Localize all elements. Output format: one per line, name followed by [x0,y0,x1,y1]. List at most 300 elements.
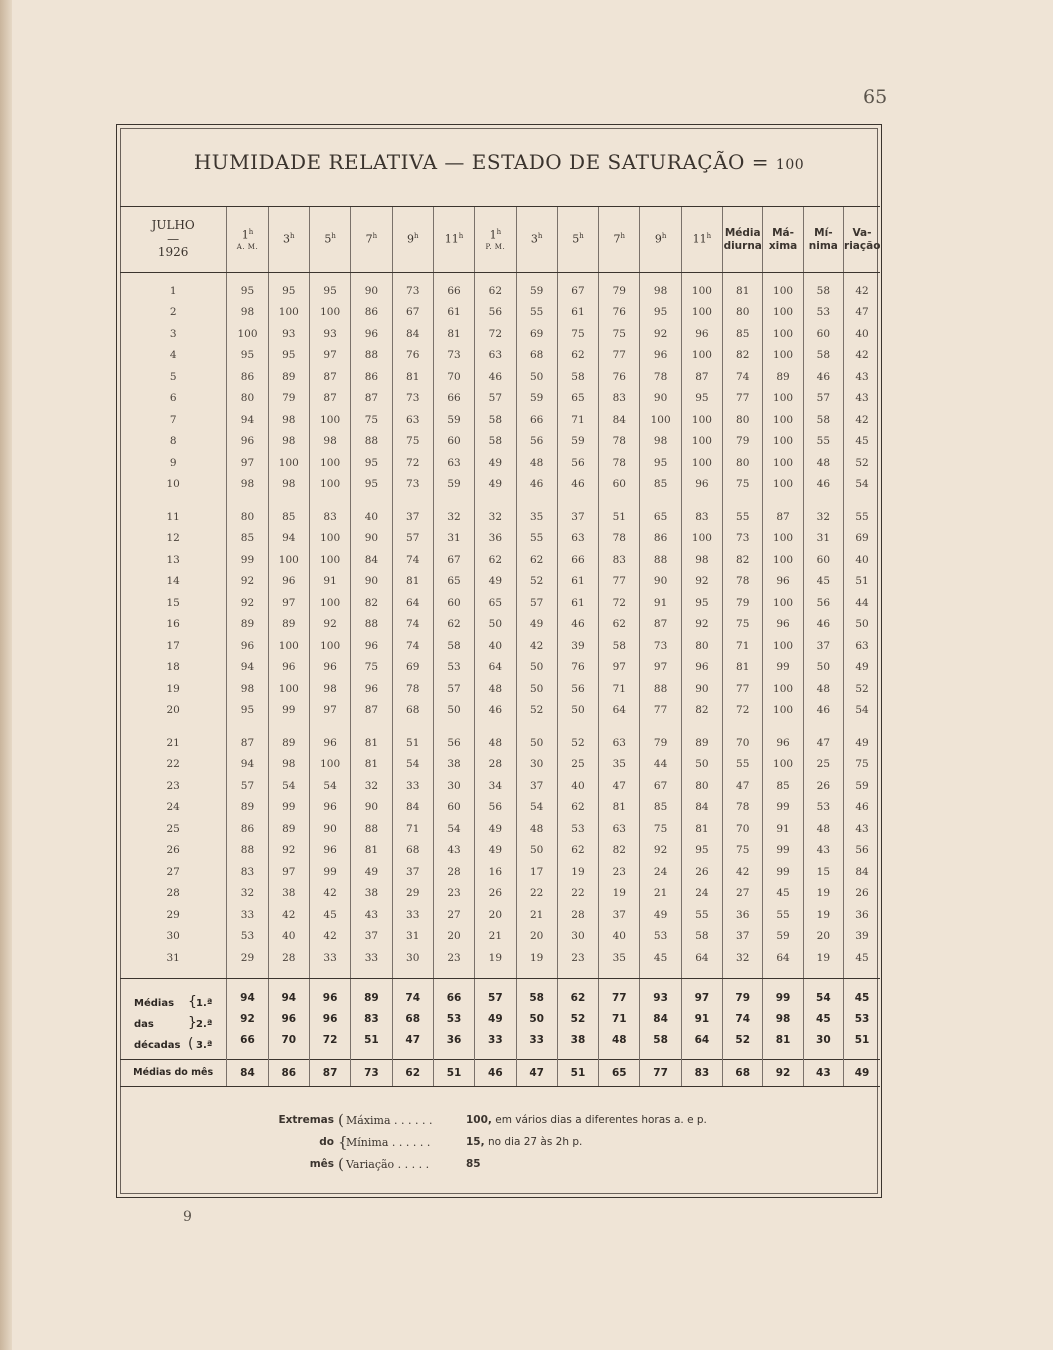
spacer-cell [640,495,681,506]
humidity-value: 32 [803,506,843,528]
spacer-cell [681,721,722,732]
humidity-value: 19 [557,861,598,883]
humidity-value: 96 [309,657,350,679]
extreme-brace: ( [338,1155,344,1173]
humidity-value: 100 [763,452,803,474]
humidity-value: 83 [309,506,350,528]
decade-mean-row [120,1030,880,1051]
humidity-value: 96 [309,840,350,862]
humidity-value: 62 [557,840,598,862]
day-number: 25 [166,822,180,835]
humidity-value: 47 [723,775,763,797]
day-row [120,409,880,431]
extreme-note: em vários dias a diferentes horas a. e p. [491,1114,707,1126]
humidity-value: 62 [557,797,598,819]
humidity-value: 99 [763,861,803,883]
extreme-brace: ( [338,1111,344,1129]
humidity-value: 30 [433,775,474,797]
humidity-value: 89 [227,797,268,819]
header-hour: 9$^h$ [392,207,433,273]
humidity-value: 65 [557,388,598,410]
humidity-value: 96 [763,571,803,593]
humidity-value: 85 [227,528,268,550]
humidity-value: 63 [599,818,640,840]
humidity-value: 100 [681,431,722,453]
humidity-value: 100 [309,528,350,550]
spacer-cell [475,1051,516,1060]
humidity-value: 19 [516,947,557,969]
humidity-value: 90 [351,528,392,550]
humidity-value: 96 [351,323,392,345]
humidity-value: 23 [599,861,640,883]
decade-mean-value: 50 [516,1009,557,1030]
humidity-value: 64 [681,947,722,969]
extreme-row [278,1111,838,1136]
humidity-value: 57 [516,592,557,614]
extreme-value-group [466,1136,582,1148]
humidity-value: 63 [557,528,598,550]
humidity-value: 19 [599,883,640,905]
day-row [120,474,880,496]
day-number: 12 [166,532,180,545]
day-number: 10 [166,478,180,491]
humidity-value: 55 [516,302,557,324]
spacer-cell [599,1051,640,1060]
humidity-value: 42 [844,345,880,367]
humidity-value: 40 [475,635,516,657]
humidity-value: 96 [227,431,268,453]
humidity-value: 77 [723,388,763,410]
spacer-cell [844,969,880,979]
spacer-cell [763,721,803,732]
humidity-value: 60 [803,323,843,345]
humidity-value: 77 [723,678,763,700]
humidity-value: 75 [844,754,880,776]
humidity-value: 46 [844,797,880,819]
humidity-value: 85 [640,474,681,496]
humidity-value: 66 [516,409,557,431]
humidity-value: 84 [392,323,433,345]
humidity-value: 54 [309,775,350,797]
humidity-value: 55 [803,431,843,453]
spacer-cell [392,978,433,988]
spacer-cell [723,273,763,281]
day-number: 14 [166,575,180,588]
humidity-value: 45 [309,904,350,926]
humidity-value: 84 [844,861,880,883]
header-row [120,207,880,273]
humidity-value: 59 [516,280,557,302]
humidity-value: 58 [803,280,843,302]
humidity-value: 32 [475,506,516,528]
humidity-value: 75 [351,657,392,679]
humidity-value: 26 [803,775,843,797]
humidity-value: 87 [763,506,803,528]
spacer-cell [681,1051,722,1060]
spacer-cell [803,721,843,732]
humidity-value: 94 [227,754,268,776]
humidity-value: 95 [681,840,722,862]
spacer-cell [309,969,350,979]
spacer-cell [351,978,392,988]
humidity-value: 46 [475,366,516,388]
humidity-value: 82 [681,700,722,722]
humidity-value: 31 [803,528,843,550]
humidity-value: 89 [681,732,722,754]
humidity-value: 49 [475,840,516,862]
spacer-cell [392,495,433,506]
day-row [120,366,880,388]
humidity-value: 95 [268,280,309,302]
month-mean-value: 43 [803,1059,843,1086]
decade-mean-value: 99 [763,988,803,1009]
humidity-value: 42 [309,883,350,905]
day-number: 2 [169,306,177,319]
humidity-value: 81 [599,797,640,819]
spacer-cell [475,721,516,732]
humidity-value: 55 [681,904,722,926]
humidity-value: 81 [351,732,392,754]
humidity-value: 69 [516,323,557,345]
humidity-value: 40 [557,775,598,797]
humidity-value: 73 [723,528,763,550]
decade-number: 2.ª [196,1019,213,1030]
month-mean-value: 92 [763,1059,803,1086]
day-number: 13 [166,553,180,566]
extreme-name: Máxima . . . . . . [346,1114,433,1127]
humidity-value: 73 [392,474,433,496]
humidity-value: 96 [268,657,309,679]
humidity-value: 53 [640,926,681,948]
humidity-value: 98 [227,302,268,324]
humidity-value: 57 [475,388,516,410]
month-mean-value: 49 [844,1059,880,1086]
humidity-value: 97 [227,452,268,474]
humidity-value: 70 [723,732,763,754]
humidity-value: 49 [516,614,557,636]
humidity-value: 96 [763,614,803,636]
decade-mean-value: 54 [803,988,843,1009]
monthly-extremes [278,1111,838,1180]
decade-mean-value: 74 [392,988,433,1009]
humidity-value: 37 [516,775,557,797]
spacer-cell [557,1051,598,1060]
decade-mean-value: 51 [351,1030,392,1051]
humidity-value: 23 [433,947,474,969]
month-mean-value: 46 [475,1059,516,1086]
humidity-value: 50 [516,732,557,754]
humidity-value: 100 [268,635,309,657]
humidity-value: 62 [475,549,516,571]
month-mean-value: 51 [557,1059,598,1086]
humidity-value: 89 [268,732,309,754]
humidity-value: 43 [433,840,474,862]
humidity-value: 100 [268,302,309,324]
day-number: 16 [166,618,180,631]
humidity-value: 22 [516,883,557,905]
spacer-cell [309,721,350,732]
day-number: 21 [166,736,180,749]
humidity-value: 91 [309,571,350,593]
humidity-value: 88 [227,840,268,862]
humidity-value: 40 [844,549,880,571]
humidity-value: 81 [351,840,392,862]
humidity-value: 100 [763,345,803,367]
spacer-cell [681,495,722,506]
humidity-value: 79 [268,388,309,410]
humidity-value: 19 [475,947,516,969]
decade-mean-value: 52 [557,1009,598,1030]
extreme-brace: { [338,1133,348,1151]
humidity-value: 85 [763,775,803,797]
humidity-value: 33 [227,904,268,926]
humidity-value: 96 [351,635,392,657]
decade-mean-value: 38 [557,1030,598,1051]
spacer-cell [557,721,598,732]
humidity-value: 95 [268,345,309,367]
spacer-cell [763,1051,803,1060]
humidity-value: 26 [681,861,722,883]
humidity-value: 86 [227,366,268,388]
humidity-value: 37 [803,635,843,657]
day-number: 20 [166,704,180,717]
humidity-value: 82 [723,345,763,367]
humidity-value: 84 [599,409,640,431]
decade-mean-value: 83 [351,1009,392,1030]
humidity-value: 59 [763,926,803,948]
day-row [120,323,880,345]
humidity-value: 100 [763,280,803,302]
humidity-value: 55 [763,904,803,926]
humidity-value: 45 [640,947,681,969]
humidity-value: 72 [723,700,763,722]
spacer-cell [723,978,763,988]
decade-mean-value: 72 [309,1030,350,1051]
humidity-value: 95 [227,700,268,722]
spacer-cell [120,721,227,732]
day-row [120,614,880,636]
humidity-value: 37 [392,506,433,528]
humidity-value: 75 [723,840,763,862]
humidity-value: 46 [516,474,557,496]
humidity-value: 56 [433,732,474,754]
day-row [120,904,880,926]
humidity-value: 71 [557,409,598,431]
spacer-cell [557,495,598,506]
humidity-value: 60 [433,797,474,819]
humidity-value: 92 [309,614,350,636]
decade-mean-value: 58 [640,1030,681,1051]
spacer-cell [433,273,474,281]
spacer-cell [392,969,433,979]
humidity-value: 90 [640,388,681,410]
humidity-value: 87 [227,732,268,754]
humidity-value: 42 [309,926,350,948]
humidity-value: 56 [557,452,598,474]
day-row [120,947,880,969]
humidity-value: 87 [309,388,350,410]
humidity-value: 50 [516,657,557,679]
spacer-cell [763,978,803,988]
spacer-cell [640,273,681,281]
humidity-value: 95 [640,302,681,324]
humidity-value: 22 [557,883,598,905]
humidity-value: 48 [803,818,843,840]
humidity-value: 100 [763,700,803,722]
day-row [120,754,880,776]
humidity-value: 28 [268,947,309,969]
humidity-value: 53 [803,302,843,324]
humidity-value: 55 [723,754,763,776]
spacer-cell [844,721,880,732]
humidity-value: 84 [392,797,433,819]
spacer-cell [351,495,392,506]
spacer-cell [681,969,722,979]
humidity-value: 81 [351,754,392,776]
humidity-value: 90 [681,678,722,700]
spacer-cell [227,495,268,506]
humidity-value: 77 [640,700,681,722]
humidity-value: 54 [844,474,880,496]
humidity-value: 68 [392,700,433,722]
humidity-value: 81 [723,657,763,679]
humidity-value: 42 [723,861,763,883]
humidity-value: 56 [475,302,516,324]
humidity-value: 35 [516,506,557,528]
humidity-value: 89 [268,614,309,636]
humidity-value: 42 [844,280,880,302]
humidity-value: 100 [763,678,803,700]
humidity-value: 58 [475,431,516,453]
humidity-value: 60 [599,474,640,496]
humidity-value: 40 [844,323,880,345]
decade-label [120,988,227,1009]
humidity-value: 96 [309,732,350,754]
day-number: 23 [166,779,180,792]
spacer-cell [844,978,880,988]
humidity-value: 75 [723,614,763,636]
humidity-value: 30 [557,926,598,948]
spacer-cell [844,495,880,506]
humidity-value: 47 [844,302,880,324]
humidity-value: 43 [803,840,843,862]
day-row [120,528,880,550]
spacer-cell [723,495,763,506]
decade-label [120,1030,227,1051]
humidity-value: 45 [844,947,880,969]
humidity-value: 89 [763,366,803,388]
month-mean-value: 68 [723,1059,763,1086]
humidity-value: 81 [681,818,722,840]
humidity-value: 37 [557,506,598,528]
humidity-value: 62 [599,614,640,636]
spacer-cell [516,273,557,281]
humidity-value: 70 [723,818,763,840]
humidity-value: 46 [803,474,843,496]
humidity-value: 43 [844,366,880,388]
humidity-value: 46 [803,614,843,636]
humidity-value: 82 [723,549,763,571]
spacer-cell [351,1051,392,1060]
month-mean-row [120,1059,880,1086]
spacer-row [120,978,880,988]
humidity-value: 54 [433,818,474,840]
humidity-value: 32 [723,947,763,969]
humidity-value: 86 [351,302,392,324]
humidity-value: 38 [433,754,474,776]
humidity-value: 97 [599,657,640,679]
humidity-value: 48 [475,678,516,700]
sheet-number: 9 [183,1209,192,1225]
humidity-value: 36 [844,904,880,926]
spacer-cell [803,1051,843,1060]
spacer-cell [723,969,763,979]
humidity-value: 42 [844,409,880,431]
humidity-value: 83 [599,388,640,410]
humidity-value: 98 [268,431,309,453]
humidity-value: 90 [309,818,350,840]
day-row [120,797,880,819]
humidity-value: 99 [268,797,309,819]
day-number: 22 [166,758,180,771]
humidity-value: 96 [227,635,268,657]
decade-mean-value: 97 [681,988,722,1009]
decade-mean-value: 62 [557,988,598,1009]
humidity-value: 92 [681,571,722,593]
humidity-value: 86 [640,528,681,550]
humidity-value: 78 [640,366,681,388]
humidity-value: 80 [681,775,722,797]
humidity-value: 89 [268,366,309,388]
humidity-value: 83 [681,506,722,528]
humidity-value: 53 [803,797,843,819]
humidity-value: 50 [516,366,557,388]
spacer-cell [120,978,227,988]
header-maxima: Má- xima [763,207,803,273]
decade-brace: { [188,994,197,1010]
humidity-value: 44 [640,754,681,776]
spacer-cell [516,969,557,979]
humidity-value: 100 [681,452,722,474]
spacer-cell [475,969,516,979]
humidity-value: 88 [640,678,681,700]
humidity-value: 54 [844,700,880,722]
humidity-value: 97 [640,657,681,679]
humidity-value: 58 [475,409,516,431]
spacer-cell [351,273,392,281]
header-hour: 1$^h$ P. M. [475,207,516,273]
humidity-value: 97 [309,700,350,722]
humidity-value: 67 [557,280,598,302]
humidity-value: 33 [392,904,433,926]
spacer-cell [268,495,309,506]
spacer-cell [227,273,268,281]
daily-rows [120,273,880,979]
humidity-value: 92 [681,614,722,636]
humidity-value: 95 [227,280,268,302]
humidity-value: 61 [557,592,598,614]
day-number: 11 [166,510,180,523]
day-row [120,700,880,722]
decade-mean-row [120,1009,880,1030]
humidity-value: 100 [268,549,309,571]
spacer-cell [763,495,803,506]
humidity-value: 80 [227,388,268,410]
humidity-value: 72 [475,323,516,345]
humidity-value: 66 [433,280,474,302]
decade-mean-value: 84 [640,1009,681,1030]
humidity-value: 100 [681,345,722,367]
